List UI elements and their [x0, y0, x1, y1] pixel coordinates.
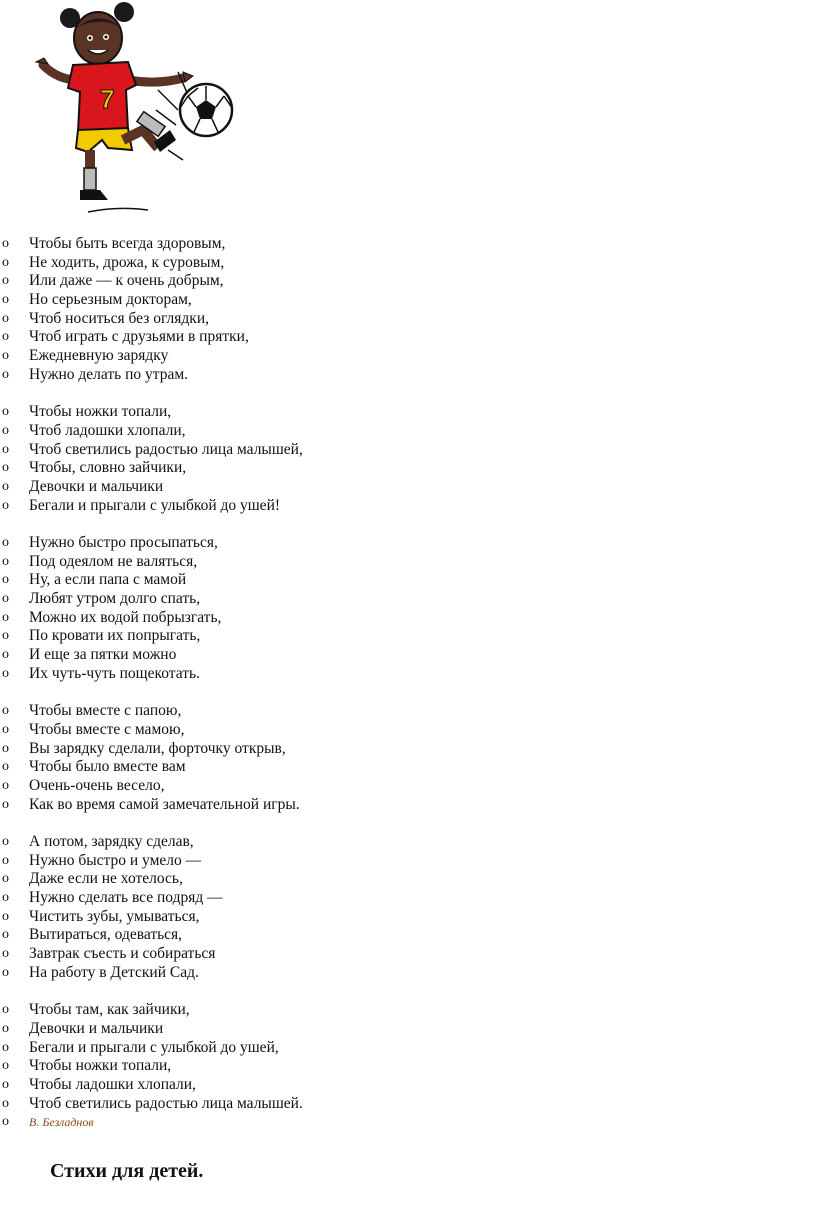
bullet: o — [2, 1076, 9, 1092]
poem-line: o Как во время самой замечательной игры. — [2, 795, 300, 813]
stanza-5 — [0, 833, 780, 983]
poem-line: o Бегали и прыгали с улыбкой до ушей, — [2, 1038, 279, 1056]
bullet: o — [2, 852, 9, 868]
soccer-girl-illustration — [28, 0, 240, 220]
poem-line: o По кровати их попрыгать, — [2, 627, 201, 645]
bullet: o — [2, 740, 9, 756]
poem-line: o Чтобы ладошки хлопали, — [2, 1075, 196, 1093]
stanza-4 — [0, 702, 780, 814]
stanza-6 — [0, 1001, 780, 1113]
bullet: o — [2, 964, 9, 980]
bullet: o — [2, 236, 9, 251]
poem-line: o Завтрак съесть и собираться — [2, 945, 216, 963]
bullet: o — [2, 591, 9, 607]
poem-line: o Их чуть-чуть пощекотать. — [2, 664, 200, 682]
bullet: o — [2, 366, 9, 382]
bullet: o — [2, 572, 9, 588]
bullet: o — [2, 478, 9, 494]
poem-line: o Нужно сделать все подряд — — [2, 889, 223, 907]
bullet: o — [2, 254, 9, 270]
stanza-2 — [0, 403, 780, 515]
poem-line: o Чтобы было вместе вам — [2, 758, 186, 776]
bullet: o — [2, 759, 9, 775]
poem-line: o Чистить зубы, умываться, — [2, 907, 200, 925]
poem-line: o Ну, а если папа с мамой — [2, 571, 187, 589]
poem-line: o Можно их водой побрызгать, — [2, 608, 222, 626]
bullet: o — [2, 946, 9, 962]
poem-line: o Любят утром долго спать, — [2, 590, 201, 608]
bullet: o — [2, 796, 9, 812]
poem-line: o Вытираться, одеваться, — [2, 926, 183, 944]
poem-line: o Не ходить, дрожа, к суровым, — [2, 253, 225, 271]
bullet: o — [2, 908, 9, 924]
bullet: o — [2, 292, 9, 308]
bullet: o — [2, 665, 9, 681]
poem-line: o Чтоб играть с друзьями в прятки, — [2, 328, 249, 346]
poem-line: o Чтоб светились радостью лица малышей, — [2, 440, 303, 458]
bullet: o — [2, 404, 9, 420]
bullet: o — [2, 535, 9, 550]
bullet: o — [2, 310, 9, 326]
poem-line: o Девочки и мальчики — [2, 1019, 164, 1037]
bullet: o — [2, 1058, 9, 1074]
poem-line: o Чтобы быть всегда здоровым, — [2, 235, 226, 252]
bullet: o — [2, 1114, 9, 1130]
author-name: В. Безладнов — [29, 1115, 94, 1130]
bullet: o — [2, 329, 9, 345]
poem-line: o Очень-очень весело, — [2, 776, 165, 794]
bullet: o — [2, 553, 9, 569]
poem-line: o Ежедневную зарядку — [2, 347, 169, 365]
poem-line: o Чтобы, словно зайчики, — [2, 459, 187, 477]
poem-line: o Или даже — к очень добрым, — [2, 272, 224, 290]
stanza-3 — [0, 534, 780, 684]
poem — [0, 235, 780, 1131]
bullet: o — [2, 647, 9, 663]
bullet: o — [2, 927, 9, 943]
poem-line: o Под одеялом не валяться, — [2, 552, 198, 570]
poem-line: o На работу в Детский Сад. — [2, 963, 199, 981]
poem-line: o Нужно быстро и умело — — [2, 851, 202, 869]
poem-line: o А потом, зарядку сделав, — [2, 833, 194, 850]
stanza-1 — [0, 235, 780, 385]
poem-line: o Чтобы вместе с папою, — [2, 702, 182, 720]
bullet: o — [2, 422, 9, 438]
bullet: o — [2, 871, 9, 887]
poem-line: o Чтоб светились радостью лица малышей. — [2, 1094, 303, 1112]
bullet: o — [2, 1002, 9, 1018]
jersey-number: 7 — [100, 84, 115, 114]
poem-line: o Чтобы ножки топали, — [2, 1057, 172, 1075]
bullet: o — [2, 497, 9, 513]
bullet: o — [2, 273, 9, 289]
author-line — [0, 1113, 780, 1131]
bullet: o — [2, 777, 9, 793]
poem-line: o Девочки и мальчики — [2, 477, 164, 495]
poem-line: o Чтоб носиться без оглядки, — [2, 309, 210, 327]
poem-line: o Чтобы ножки топали, — [2, 403, 172, 421]
bullet: o — [2, 460, 9, 476]
bullet: o — [2, 628, 9, 644]
bullet: o — [2, 721, 9, 737]
poem-line: o И еще за пятки можно — [2, 646, 177, 664]
poem-line: o Бегали и прыгали с улыбкой до ушей! — [2, 496, 281, 514]
poem-line: o Чтобы вместе с мамою, — [2, 720, 185, 738]
bullet: o — [2, 703, 9, 719]
footer-title: Стихи для детей. — [50, 1160, 204, 1182]
poem-line: o Вы зарядку сделали, форточку открыв, — [2, 739, 286, 757]
poem-line: o Нужно быстро просыпаться, — [2, 534, 218, 551]
poem-line: o Чтобы там, как зайчики, — [2, 1001, 190, 1019]
bullet: o — [2, 348, 9, 364]
bullet: o — [2, 1039, 9, 1055]
bullet: o — [2, 609, 9, 625]
bullet: o — [2, 834, 9, 849]
bullet: o — [2, 1095, 9, 1111]
poem-line: o Даже если не хотелось, — [2, 870, 183, 888]
bullet: o — [2, 890, 9, 906]
bullet: o — [2, 1020, 9, 1036]
poem-line: o Но серьезным докторам, — [2, 291, 192, 309]
poem-line: o Чтоб ладошки хлопали, — [2, 421, 186, 439]
poem-line: o Нужно делать по утрам. — [2, 365, 189, 383]
bullet: o — [2, 441, 9, 457]
